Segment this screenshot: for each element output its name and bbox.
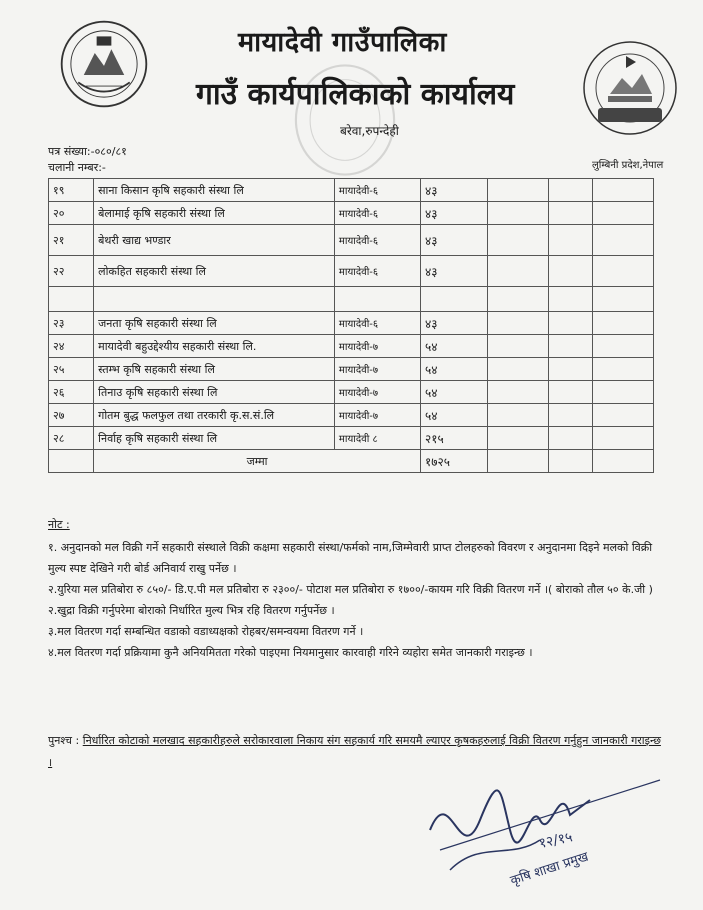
empty-cell <box>487 179 548 202</box>
total-label: जम्मा <box>94 450 421 473</box>
organization-name-cell: गोतम बुद्ध फलफुल तथा तरकारी कृ.स.सं.लि <box>94 404 335 427</box>
table-row <box>49 202 654 225</box>
serial-number-cell: २१ <box>49 225 94 256</box>
ward-cell: मायादेवी-६ <box>334 312 420 335</box>
ward-cell: मायादेवी-६ <box>334 202 420 225</box>
quantity-cell: ४३ <box>421 179 488 202</box>
postscript-text: निर्धारित कोटाको मलखाद सहकारीहरुले सरोकारवाला निकाय संग सहकार्य गरि समयमै ल्याएर कृषकहरुलाई विक्री वितरण गर्नुहुन जानकारी गराइन्छ । <box>48 734 661 769</box>
note-item: ३.मल वितरण गर्दा सम्बन्धित वडाको वडाध्यक्षको रोहबर/समन्वयमा वितरण गर्ने । <box>48 625 364 638</box>
municipality-logo <box>580 38 680 148</box>
empty-cell <box>592 202 653 225</box>
empty-cell <box>592 381 653 404</box>
empty-cell <box>487 450 548 473</box>
serial-number-cell: २२ <box>49 256 94 287</box>
empty-cell <box>487 335 548 358</box>
empty-cell <box>548 358 592 381</box>
signature-date: १२/१५ <box>537 829 574 852</box>
serial-number-cell: २७ <box>49 404 94 427</box>
table-row <box>49 335 654 358</box>
table-row <box>49 381 654 404</box>
empty-cell <box>592 179 653 202</box>
empty-cell <box>487 427 548 450</box>
serial-number-cell: २० <box>49 202 94 225</box>
quantity-cell: ५४ <box>421 358 488 381</box>
nepal-emblem-logo <box>58 18 150 110</box>
empty-cell <box>592 225 653 256</box>
notes-section <box>48 514 668 663</box>
table-row <box>49 225 654 256</box>
blank-row <box>49 287 654 312</box>
table-row <box>49 312 654 335</box>
quantity-cell: ४३ <box>421 312 488 335</box>
quantity-cell: ४३ <box>421 256 488 287</box>
empty-cell <box>548 335 592 358</box>
empty-cell <box>421 287 488 312</box>
serial-number-cell: २३ <box>49 312 94 335</box>
empty-cell <box>487 287 548 312</box>
table-row <box>49 427 654 450</box>
dispatch-number: चलानी नम्बर:- <box>48 161 106 174</box>
distribution-table <box>48 178 654 473</box>
serial-number-cell: २५ <box>49 358 94 381</box>
empty-cell <box>548 256 592 287</box>
empty-cell <box>548 287 592 312</box>
empty-cell <box>592 450 653 473</box>
organization-name-cell: मायादेवी बहुउद्देश्यीय सहकारी संस्था लि. <box>94 335 335 358</box>
empty-cell <box>548 381 592 404</box>
empty-cell <box>94 287 335 312</box>
office-location: बरेवा,रुपन्देही <box>340 124 399 138</box>
empty-cell <box>548 450 592 473</box>
serial-number-cell: २८ <box>49 427 94 450</box>
empty-cell <box>548 427 592 450</box>
organization-name-cell: स्तम्भ कृषि सहकारी संस्था लि <box>94 358 335 381</box>
organization-name-cell: तिनाउ कृषि सहकारी संस्था लि <box>94 381 335 404</box>
organization-name-cell: साना किसान कृषि सहकारी संस्था लि <box>94 179 335 202</box>
empty-cell <box>49 287 94 312</box>
province-text: लुम्बिनी प्रदेश,नेपाल <box>592 160 664 171</box>
ward-cell: मायादेवी-६ <box>334 225 420 256</box>
note-item: २.खुद्रा विक्री गर्नुपरेमा बोराको निर्धारित मुल्य भित्र रहि वितरण गर्नुपर्नेछ । <box>48 604 335 617</box>
table-row <box>49 404 654 427</box>
postscript-label: पुनश्च : <box>48 734 80 747</box>
ward-cell: मायादेवी-७ <box>334 381 420 404</box>
note-item: ४.मल वितरण गर्दा प्रक्रियामा कुनै अनियमितता गरेको पाइएमा नियमानुसार कारवाही गरिने व्यहोरा समेत जानकारी गराइन्छ । <box>48 646 533 659</box>
table-row <box>49 256 654 287</box>
empty-cell <box>592 287 653 312</box>
signature-designation: कृषि शाखा प्रमुख <box>508 849 591 889</box>
empty-cell <box>487 358 548 381</box>
signature-stamp <box>420 760 670 900</box>
serial-number-cell: २४ <box>49 335 94 358</box>
ward-cell: मायादेवी-६ <box>334 179 420 202</box>
empty-cell <box>49 450 94 473</box>
quantity-cell: ५४ <box>421 381 488 404</box>
empty-cell <box>592 312 653 335</box>
total-value: १७२५ <box>421 450 488 473</box>
quantity-cell: २१५ <box>421 427 488 450</box>
ward-cell: मायादेवी-७ <box>334 404 420 427</box>
office-title: गाउँ कार्यपालिकाको कार्यालय <box>196 77 515 112</box>
empty-cell <box>592 427 653 450</box>
note-item: २.युरिया मल प्रतिबोरा रु ८५०/- डि.ए.पी मल प्रतिबोरा रु २३००/- पोटाश मल प्रतिबोरा रु १७००/-कायम गरि विक्री वितरण गर्ने ।( बोराको तौल ५० के.जी ) <box>48 583 653 596</box>
empty-cell <box>487 312 548 335</box>
serial-number-cell: २६ <box>49 381 94 404</box>
note-item: १. अनुदानको मल विक्री गर्ने सहकारी संस्थाले विक्री कक्षमा सहकारी संस्था/फर्मको नाम,जिम्मेवारी प्राप्त टोलहरुको विवरण र अनुदानमा दिइने मलको विक्री मुल्य स्पष्ट देखिने गरी बोर्ड अनिवार्य राखु पर्नेछ । <box>48 541 653 575</box>
empty-cell <box>592 256 653 287</box>
empty-cell <box>487 256 548 287</box>
ward-cell: मायादेवी-७ <box>334 358 420 381</box>
table-row <box>49 358 654 381</box>
empty-cell <box>487 202 548 225</box>
quantity-cell: ४३ <box>421 225 488 256</box>
ward-cell: मायादेवी-६ <box>334 256 420 287</box>
empty-cell <box>548 404 592 427</box>
serial-number-cell: १९ <box>49 179 94 202</box>
empty-cell <box>487 381 548 404</box>
organization-name-cell: जनता कृषि सहकारी संस्था लि <box>94 312 335 335</box>
organization-name-cell: लोकहित सहकारी संस्था लि <box>94 256 335 287</box>
organization-name-cell: निर्वाह कृषि सहकारी संस्था लि <box>94 427 335 450</box>
total-row <box>49 450 654 473</box>
quantity-cell: ५४ <box>421 404 488 427</box>
quantity-cell: ५४ <box>421 335 488 358</box>
letter-number: पत्र संख्या:-०८०/८१ <box>48 145 127 158</box>
empty-cell <box>592 358 653 381</box>
notes-heading: नोट : <box>48 518 70 531</box>
empty-cell <box>592 404 653 427</box>
ward-cell: मायादेवी ८ <box>334 427 420 450</box>
municipality-title: मायादेवी गाउँपालिका <box>238 27 447 58</box>
empty-cell <box>487 225 548 256</box>
organization-name-cell: बेथरी खाद्य भण्डार <box>94 225 335 256</box>
ward-cell: मायादेवी-७ <box>334 335 420 358</box>
table-row <box>49 179 654 202</box>
empty-cell <box>548 202 592 225</box>
empty-cell <box>592 335 653 358</box>
empty-cell <box>548 312 592 335</box>
organization-name-cell: बेलामाई कृषि सहकारी संस्था लि <box>94 202 335 225</box>
empty-cell <box>334 287 420 312</box>
empty-cell <box>548 225 592 256</box>
empty-cell <box>487 404 548 427</box>
empty-cell <box>548 179 592 202</box>
quantity-cell: ४३ <box>421 202 488 225</box>
